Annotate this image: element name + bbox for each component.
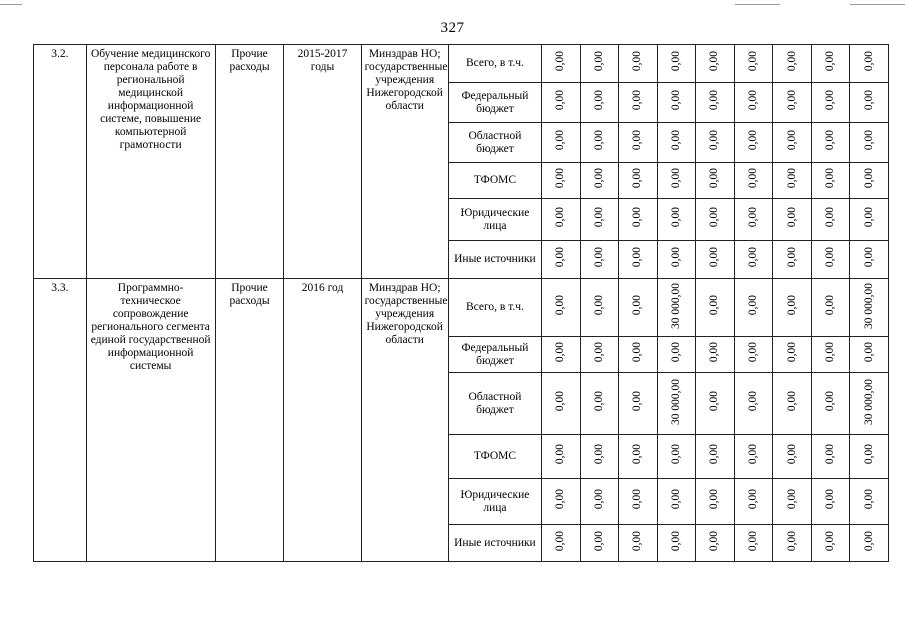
- amount-cell: [657, 479, 696, 525]
- expense-type: Прочие расходы: [215, 279, 284, 562]
- amount-value: 0,00: [824, 207, 837, 228]
- amount-cell: [657, 199, 696, 241]
- amount-value: 0,00: [785, 444, 798, 465]
- amount-cell: [580, 435, 619, 479]
- executor: Минздрав НО; государственные учреждения Нижегородской области: [361, 45, 448, 279]
- amount-value: 0,00: [592, 295, 605, 316]
- amount-cell: [619, 525, 658, 562]
- amount-cell: [542, 373, 581, 435]
- amount-value: 0,00: [708, 489, 721, 510]
- amount-value: 0,00: [669, 489, 682, 510]
- amount-cell: [811, 373, 850, 435]
- amount-cell: [850, 123, 889, 163]
- amount-value: 0,00: [554, 342, 567, 363]
- funding-source: Всего, в т.ч.: [448, 279, 541, 337]
- amount-value: 0,00: [862, 90, 875, 111]
- amount-cell: [657, 241, 696, 279]
- funding-source: Иные источники: [448, 241, 541, 279]
- amount-value: 0,00: [747, 247, 759, 268]
- amount-value: 0,00: [631, 530, 644, 552]
- amount-value: 0,00: [785, 295, 798, 316]
- amount-value: 0,00: [631, 391, 644, 412]
- amount-value: 0,00: [785, 207, 798, 228]
- period: 2016 год: [284, 279, 361, 562]
- amount-value: 0,00: [708, 342, 721, 363]
- amount-value: 0,00: [785, 489, 798, 510]
- amount-cell: [811, 123, 850, 163]
- amount-value: 0,00: [785, 51, 798, 72]
- amount-cell: [811, 337, 850, 373]
- amount-value: 0,00: [862, 444, 875, 465]
- amount-cell: [811, 479, 850, 525]
- amount-cell: [696, 435, 735, 479]
- amount-value: 0,00: [708, 130, 721, 151]
- measure-name: Программно-техническое сопровождение регионального сегмента единой государственной информационной системы: [86, 279, 215, 562]
- amount-cell: [657, 45, 696, 83]
- amount-cell: [542, 337, 581, 373]
- amount-cell: [580, 525, 619, 562]
- amount-value: 0,00: [554, 51, 567, 72]
- top-scan-rule-right: [735, 4, 780, 5]
- amount-value: 0,00: [554, 207, 567, 228]
- amount-cell: [696, 337, 735, 373]
- amount-value: 0,00: [554, 168, 567, 189]
- amount-cell: [657, 337, 696, 373]
- amount-cell: [542, 525, 581, 562]
- amount-cell: [696, 45, 735, 83]
- amount-value: 0,00: [785, 247, 798, 268]
- amount-value: 0,00: [747, 391, 759, 412]
- amount-cell: [619, 337, 658, 373]
- amount-cell: [542, 45, 581, 83]
- row-number: 3.2.: [34, 45, 87, 279]
- amount-cell: [734, 241, 773, 279]
- top-scan-rule-far-right: [850, 4, 905, 5]
- amount-value: 0,00: [669, 130, 682, 151]
- amount-value: 0,00: [554, 444, 567, 465]
- amount-value: 0,00: [631, 489, 644, 510]
- amount-value: 0,00: [708, 168, 721, 189]
- amount-value: 0,00: [824, 295, 837, 316]
- amount-cell: [696, 373, 735, 435]
- amount-cell: [734, 163, 773, 199]
- amount-value: 0,00: [824, 342, 837, 363]
- amount-cell: [657, 163, 696, 199]
- table-row: [34, 45, 889, 83]
- amount-cell: [773, 123, 812, 163]
- amount-cell: [850, 337, 889, 373]
- amount-value: 0,00: [708, 51, 721, 72]
- amount-value: 0,00: [824, 530, 837, 552]
- amount-value: 0,00: [592, 168, 605, 189]
- amount-value: 0,00: [592, 90, 605, 111]
- amount-value: 0,00: [669, 247, 682, 268]
- amount-value: 0,00: [631, 295, 644, 316]
- amount-value: 0,00: [554, 247, 567, 268]
- amount-cell: [773, 83, 812, 123]
- amount-cell: [811, 525, 850, 562]
- amount-cell: [657, 525, 696, 562]
- amount-cell: [542, 163, 581, 199]
- amount-cell: [773, 45, 812, 83]
- amount-value: 0,00: [592, 391, 605, 412]
- amount-value: 0,00: [631, 90, 644, 111]
- amount-value: 30 000,00: [669, 378, 682, 425]
- amount-value: 0,00: [554, 130, 567, 151]
- amount-cell: [580, 123, 619, 163]
- expense-type: Прочие расходы: [215, 45, 284, 279]
- amount-cell: [696, 83, 735, 123]
- amount-value: 0,00: [708, 444, 721, 465]
- amount-cell: [696, 163, 735, 199]
- amount-value: 0,00: [669, 342, 682, 363]
- amount-cell: [734, 83, 773, 123]
- amount-value: 0,00: [631, 342, 644, 363]
- amount-cell: [619, 199, 658, 241]
- amount-cell: [619, 373, 658, 435]
- amount-value: 0,00: [785, 342, 798, 363]
- amount-cell: [619, 241, 658, 279]
- executor: Минздрав НО; государственные учреждения Нижегородской области: [361, 279, 448, 562]
- amount-value: 0,00: [669, 51, 682, 72]
- amount-cell: [542, 435, 581, 479]
- amount-cell: [773, 435, 812, 479]
- amount-value: 0,00: [862, 130, 875, 151]
- amount-value: 0,00: [592, 207, 605, 228]
- amount-cell: [734, 123, 773, 163]
- amount-cell: [619, 435, 658, 479]
- amount-cell: [850, 241, 889, 279]
- funding-source: Областной бюджет: [448, 123, 541, 163]
- amount-cell: [850, 525, 889, 562]
- amount-value: 0,00: [862, 342, 875, 363]
- amount-cell: [734, 279, 773, 337]
- amount-cell: [580, 479, 619, 525]
- amount-value: 0,00: [554, 530, 567, 552]
- amount-cell: [619, 45, 658, 83]
- amount-cell: [696, 525, 735, 562]
- funding-source: Федеральный бюджет: [448, 83, 541, 123]
- amount-value: 0,00: [592, 247, 605, 268]
- amount-value: 0,00: [631, 207, 644, 228]
- funding-source: ТФОМС: [448, 435, 541, 479]
- amount-cell: [734, 373, 773, 435]
- amount-cell: [734, 479, 773, 525]
- amount-cell: [619, 479, 658, 525]
- amount-cell: [734, 435, 773, 479]
- amount-value: 0,00: [631, 444, 644, 465]
- amount-value: 0,00: [824, 247, 837, 268]
- amount-cell: [542, 279, 581, 337]
- amount-value: 0,00: [747, 207, 759, 228]
- amount-value: 0,00: [862, 247, 875, 268]
- table-row: [34, 279, 889, 337]
- amount-cell: [811, 241, 850, 279]
- funding-source: Всего, в т.ч.: [448, 45, 541, 83]
- page-number: 327: [440, 20, 465, 36]
- amount-cell: [542, 479, 581, 525]
- amount-cell: [696, 241, 735, 279]
- amount-cell: [580, 373, 619, 435]
- amount-cell: [773, 279, 812, 337]
- amount-value: 0,00: [862, 168, 875, 189]
- amount-value: 30 000,00: [862, 282, 875, 329]
- amount-value: 0,00: [824, 90, 837, 111]
- amount-value: 0,00: [631, 247, 644, 268]
- amount-value: 0,00: [592, 51, 605, 72]
- row-number: 3.3.: [34, 279, 87, 562]
- amount-value: 0,00: [785, 90, 798, 111]
- amount-cell: [580, 199, 619, 241]
- amount-value: 0,00: [862, 489, 875, 510]
- amount-value: 0,00: [669, 207, 682, 228]
- amount-value: 0,00: [669, 444, 682, 465]
- amount-value: 0,00: [708, 207, 721, 228]
- amount-value: 0,00: [592, 342, 605, 363]
- amount-value: 0,00: [747, 530, 759, 552]
- amount-cell: [580, 279, 619, 337]
- amount-value: 0,00: [669, 90, 682, 111]
- amount-cell: [657, 83, 696, 123]
- amount-value: 0,00: [554, 489, 567, 510]
- amount-value: 0,00: [785, 530, 798, 552]
- amount-cell: [542, 123, 581, 163]
- funding-source: Юридические лица: [448, 199, 541, 241]
- measure-name: Обучение медицинского персонала работе в региональной медицинской информационной системе, повышение компьютерной грамотности: [86, 45, 215, 279]
- amount-value: 0,00: [824, 130, 837, 151]
- amount-cell: [850, 479, 889, 525]
- amount-cell: [811, 435, 850, 479]
- amount-cell: [850, 199, 889, 241]
- budget-table: [33, 44, 889, 562]
- amount-cell: [657, 123, 696, 163]
- amount-value: 0,00: [747, 130, 759, 151]
- amount-value: 0,00: [862, 207, 875, 228]
- amount-value: 0,00: [554, 90, 567, 111]
- amount-value: 0,00: [747, 51, 759, 72]
- amount-value: 0,00: [669, 530, 682, 552]
- amount-cell: [657, 373, 696, 435]
- funding-source: Иные источники: [448, 525, 541, 562]
- amount-value: 0,00: [592, 489, 605, 510]
- top-scan-rule-left: [0, 4, 22, 5]
- amount-value: 0,00: [554, 391, 567, 412]
- amount-cell: [542, 199, 581, 241]
- amount-cell: [734, 525, 773, 562]
- amount-value: 0,00: [824, 51, 837, 72]
- amount-value: 0,00: [592, 444, 605, 465]
- amount-value: 0,00: [708, 530, 721, 552]
- amount-value: 0,00: [592, 130, 605, 151]
- amount-value: 0,00: [592, 530, 605, 552]
- amount-value: 0,00: [708, 90, 721, 111]
- amount-cell: [734, 337, 773, 373]
- amount-value: 0,00: [785, 391, 798, 412]
- amount-cell: [773, 163, 812, 199]
- amount-cell: [657, 279, 696, 337]
- amount-value: 0,00: [862, 530, 875, 552]
- amount-value: 0,00: [631, 51, 644, 72]
- funding-source: ТФОМС: [448, 163, 541, 199]
- amount-value: 0,00: [824, 444, 837, 465]
- amount-cell: [657, 435, 696, 479]
- amount-cell: [773, 525, 812, 562]
- amount-cell: [773, 199, 812, 241]
- amount-cell: [811, 83, 850, 123]
- amount-value: 0,00: [785, 130, 798, 151]
- amount-cell: [734, 199, 773, 241]
- amount-value: 0,00: [824, 391, 837, 412]
- amount-value: 0,00: [747, 342, 759, 363]
- amount-cell: [773, 373, 812, 435]
- amount-value: 0,00: [631, 168, 644, 189]
- amount-cell: [696, 123, 735, 163]
- amount-cell: [619, 123, 658, 163]
- amount-cell: [580, 45, 619, 83]
- amount-value: 30 000,00: [862, 378, 875, 425]
- period: 2015-2017 годы: [284, 45, 361, 279]
- amount-value: 0,00: [747, 168, 759, 189]
- amount-value: 0,00: [631, 130, 644, 151]
- amount-cell: [619, 279, 658, 337]
- amount-cell: [811, 279, 850, 337]
- amount-cell: [580, 83, 619, 123]
- amount-cell: [696, 479, 735, 525]
- amount-value: 0,00: [708, 391, 721, 412]
- amount-cell: [850, 163, 889, 199]
- amount-cell: [619, 83, 658, 123]
- amount-value: 0,00: [785, 168, 798, 189]
- amount-value: 0,00: [747, 295, 759, 316]
- amount-cell: [773, 337, 812, 373]
- funding-source: Федеральный бюджет: [448, 337, 541, 373]
- funding-source: Юридические лица: [448, 479, 541, 525]
- amount-value: 0,00: [747, 489, 759, 510]
- amount-cell: [773, 241, 812, 279]
- amount-value: 0,00: [824, 489, 837, 510]
- amount-cell: [696, 279, 735, 337]
- amount-value: 30 000,00: [669, 282, 682, 329]
- amount-cell: [542, 241, 581, 279]
- amount-cell: [850, 45, 889, 83]
- amount-cell: [619, 163, 658, 199]
- funding-source: Областной бюджет: [448, 373, 541, 435]
- amount-value: 0,00: [708, 295, 721, 316]
- amount-cell: [542, 83, 581, 123]
- amount-cell: [734, 45, 773, 83]
- amount-cell: [580, 163, 619, 199]
- amount-cell: [696, 199, 735, 241]
- amount-value: 0,00: [747, 444, 759, 465]
- amount-cell: [580, 337, 619, 373]
- amount-cell: [811, 45, 850, 83]
- amount-cell: [580, 241, 619, 279]
- amount-cell: [850, 373, 889, 435]
- amount-cell: [850, 83, 889, 123]
- amount-value: 0,00: [554, 295, 567, 316]
- amount-value: 0,00: [747, 90, 759, 111]
- amount-value: 0,00: [708, 247, 721, 268]
- amount-value: 0,00: [862, 51, 875, 72]
- amount-cell: [850, 435, 889, 479]
- amount-value: 0,00: [669, 168, 682, 189]
- amount-cell: [850, 279, 889, 337]
- amount-cell: [811, 199, 850, 241]
- amount-cell: [811, 163, 850, 199]
- amount-value: 0,00: [824, 168, 837, 189]
- amount-cell: [773, 479, 812, 525]
